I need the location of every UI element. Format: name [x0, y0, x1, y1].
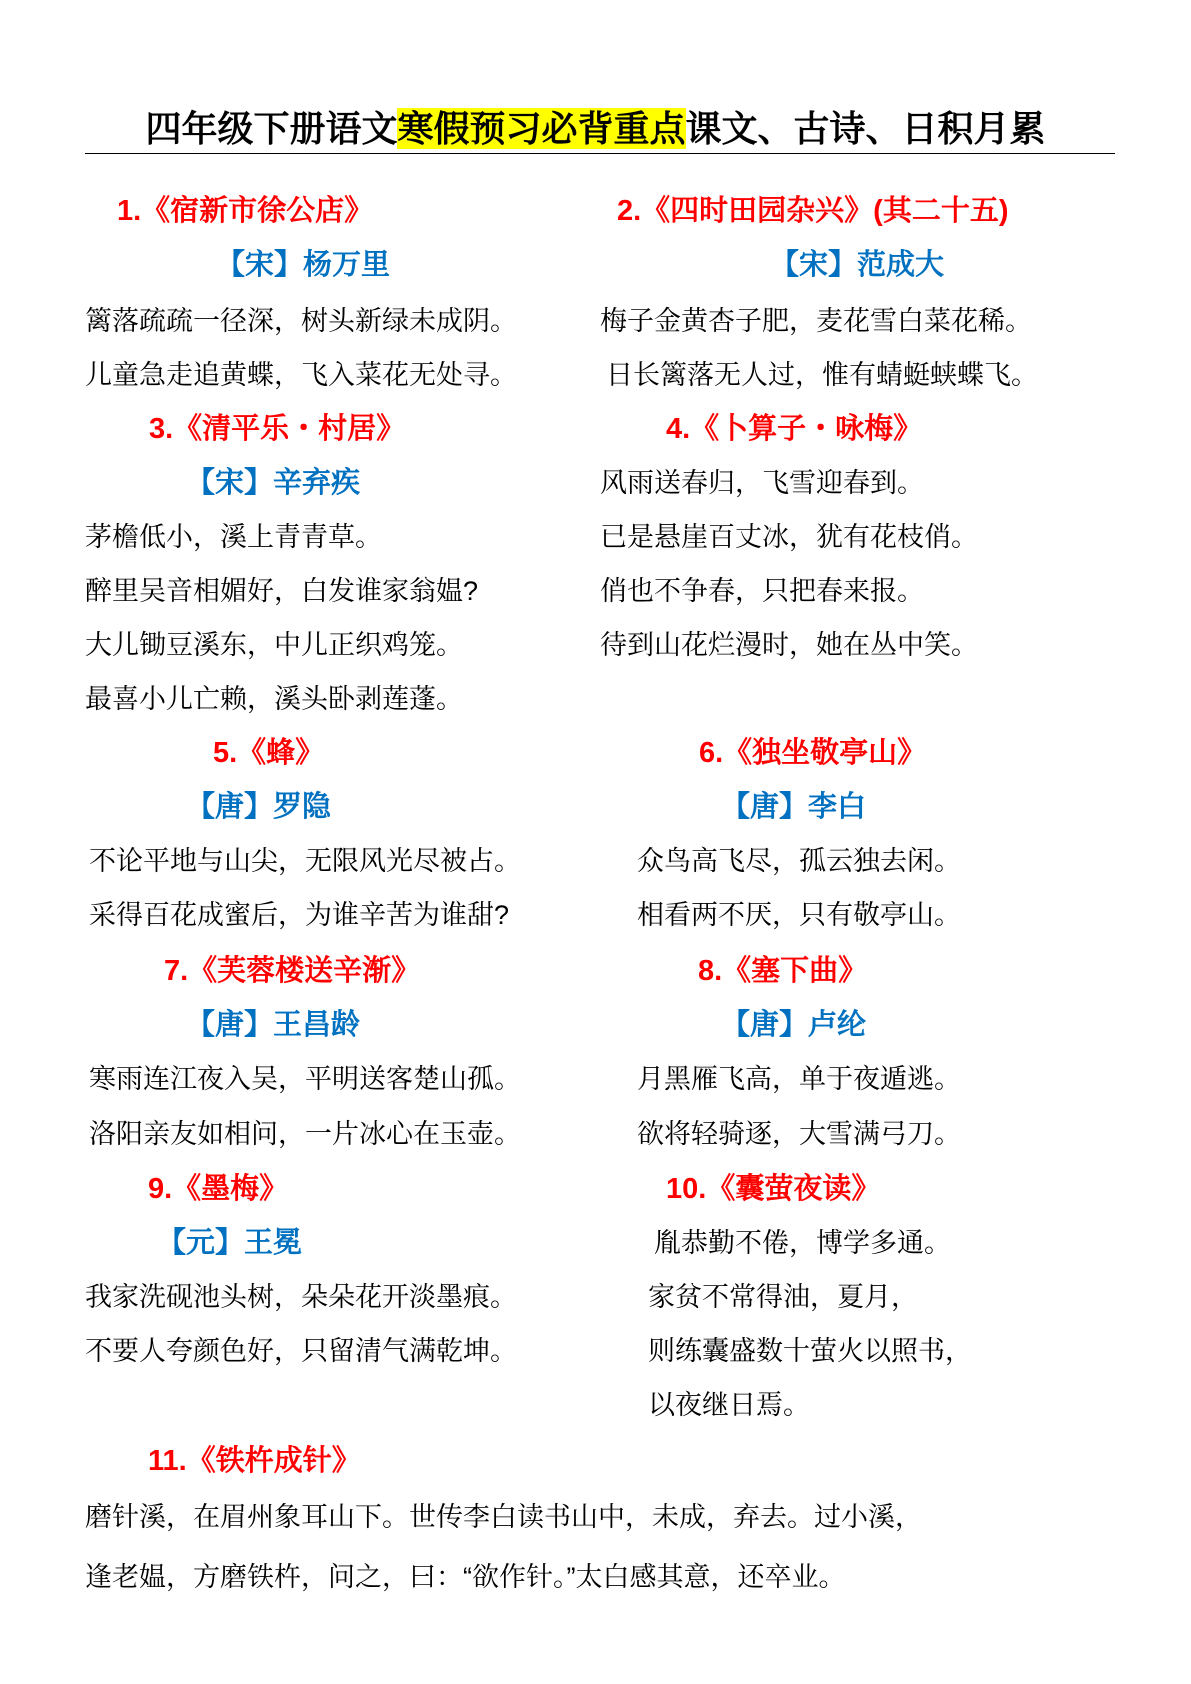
poem-author: 【宋】范成大 [770, 249, 945, 281]
poem-line: 大儿锄豆溪东，中儿正织鸡笼。 [85, 630, 463, 660]
title-divider [85, 153, 1115, 154]
poem-title: 1.《宿新市徐公店》 [117, 195, 374, 227]
poem-line: 采得百花成蜜后，为谁辛苦为谁甜? [89, 900, 510, 930]
poem-line: 以夜继日焉。 [648, 1390, 810, 1420]
poem-line: 洛阳亲友如相问，一片冰心在玉壶。 [89, 1119, 521, 1149]
poem-line: 逢老媪，方磨铁杵，问之，曰：“欲作针。”太白感其意，还卒业。 [85, 1562, 846, 1592]
poem-line: 欲将轻骑逐，大雪满弓刀。 [637, 1119, 961, 1149]
poem-line: 月黑雁飞高，单于夜遁逃。 [637, 1064, 961, 1094]
poem-line: 相看两不厌，只有敬亭山。 [637, 900, 961, 930]
poem-line: 俏也不争春，只把春来报。 [600, 576, 924, 606]
poem-line: 胤恭勤不倦，博学多通。 [654, 1228, 951, 1258]
poem-title: 10.《囊萤夜读》 [666, 1173, 881, 1205]
poem-line: 梅子金黄杏子肥，麦花雪白菜花稀。 [600, 306, 1032, 336]
poem-line: 已是悬崖百丈冰，犹有花枝俏。 [600, 522, 978, 552]
poem-author: 【宋】杨万里 [216, 249, 391, 281]
poem-line: 不要人夸颜色好，只留清气满乾坤。 [85, 1336, 517, 1366]
poem-title: 6.《独坐敬亭山》 [699, 737, 927, 769]
poem-line: 茅檐低小，溪上青青草。 [85, 522, 382, 552]
poem-title: 11.《铁杵成针》 [148, 1445, 361, 1477]
poem-title: 3.《清平乐・村居》 [149, 413, 406, 445]
poem-title: 9.《墨梅》 [148, 1173, 289, 1205]
poem-line: 最喜小儿亡赖，溪头卧剥莲蓬。 [85, 684, 463, 714]
poem-author: 【宋】辛弃疾 [186, 467, 361, 499]
poem-line: 家贫不常得油，夏月， [648, 1282, 918, 1312]
title-part: 课文、古诗、日积月累 [685, 108, 1046, 149]
page-title [0, 106, 1191, 152]
poem-author: 【唐】罗隐 [186, 791, 332, 823]
poem-author: 【唐】李白 [721, 791, 867, 823]
poem-line: 磨针溪，在眉州象耳山下。世传李白读书山中，未成，弃去。过小溪， [85, 1502, 922, 1532]
poem-line: 日长篱落无人过，惟有蜻蜓蛱蝶飞。 [606, 360, 1038, 390]
poem-line: 风雨送春归，飞雪迎春到。 [600, 468, 924, 498]
poem-line: 则练囊盛数十萤火以照书， [648, 1336, 972, 1366]
poem-title: 4.《卜算子・咏梅》 [666, 413, 923, 445]
poem-line: 众鸟高飞尽，孤云独去闲。 [637, 846, 961, 876]
poem-line: 不论平地与山尖，无限风光尽被占。 [89, 846, 521, 876]
poem-title: 2.《四时田园杂兴》(其二十五) [617, 195, 1009, 227]
poem-author: 【元】王冕 [157, 1227, 303, 1259]
poem-line: 我家洗砚池头树，朵朵花开淡墨痕。 [85, 1282, 517, 1312]
poem-line: 儿童急走追黄蝶，飞入菜花无处寻。 [85, 360, 517, 390]
poem-title: 7.《芙蓉楼送辛渐》 [164, 955, 421, 987]
poem-line: 篱落疏疏一径深，树头新绿未成阴。 [85, 306, 517, 336]
poem-author: 【唐】王昌龄 [186, 1009, 361, 1041]
poem-line: 寒雨连江夜入吴，平明送客楚山孤。 [89, 1064, 521, 1094]
poem-author: 【唐】卢纶 [721, 1009, 867, 1041]
poem-line: 醉里吴音相媚好，白发谁家翁媪? [85, 576, 479, 606]
title-part: 四年级下册语文 [145, 108, 398, 149]
poem-title: 5.《蜂》 [213, 737, 325, 769]
title-highlight: 寒假预习必背重点 [397, 108, 686, 149]
poem-title: 8.《塞下曲》 [698, 955, 868, 987]
poem-line: 待到山花烂漫时，她在丛中笑。 [600, 630, 978, 660]
